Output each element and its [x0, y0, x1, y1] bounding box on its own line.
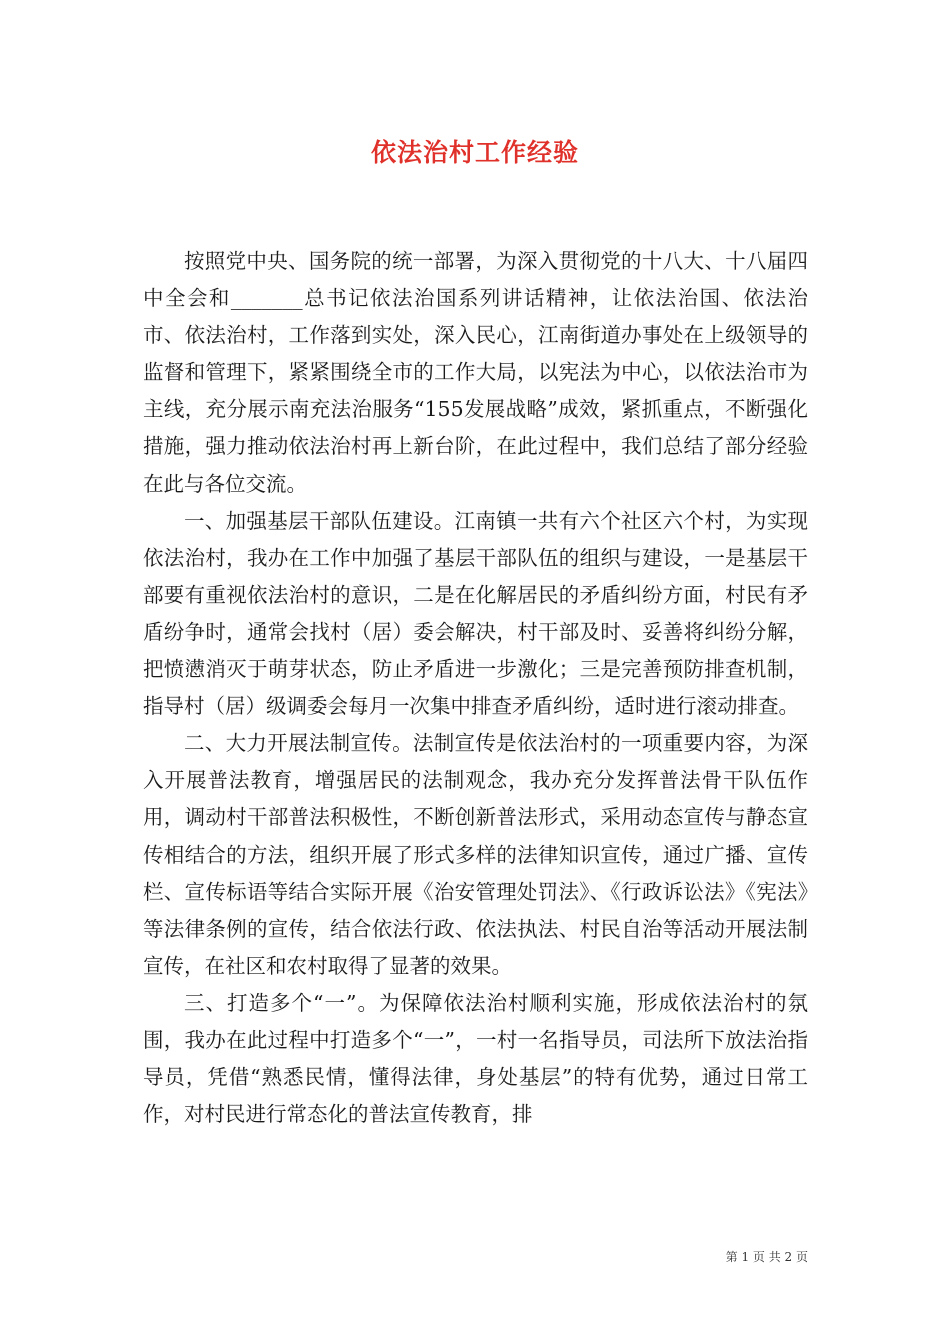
document-title: 依法治村工作经验: [370, 138, 579, 167]
paragraph-section-3: 三、打造多个“一”。为保障依法治村顺利实施，形成依法治村的氛围，我办在此过程中打造多个“一”，一村一名指导员，司法所下放法治指导员，凭借“熟悉民情，懂得法律，身处基层”的特有优势，通过日常工作，对村民进行常态化的普法宣传教育，排: [143, 990, 808, 1127]
paragraph-section-2: 二、大力开展法制宣传。法制宣传是依法治村的一项重要内容，为深入开展普法教育，增强居民的法制观念，我办充分发挥普法骨干队伍作用，调动村干部普法积极性，不断创新普法形式，采用动态宣传与静态宣传相结合的方法，组织开展了形式多样的法律知识宣传，通过广播、宣传栏、宣传标语等结合实际开展《治安管理处罚法》、《行政诉讼法》《宪法》等法律条例的宣传，结合依法行政、依法执法、村民自治等活动开展法制宣传，在社区和农村取得了显著的效果。: [143, 731, 808, 978]
paragraph-section-1: 一、加强基层干部队伍建设。江南镇一共有六个社区六个村，为实现依法治村，我办在工作中加强了基层干部队伍的组织与建设，一是基层干部要有重视依法治村的意识，二是在化解居民的矛盾纠纷方面，村民有矛盾纷争时，通常会找村（居）委会解决，村干部及时、妥善将纠纷分解，把愤懑消灭于萌芽状态，防止矛盾进一步激化；三是完善预防排查机制，指导村（居）级调委会每月一次集中排查矛盾纠纷，适时进行滚动排查。: [143, 508, 808, 719]
paragraph-intro: 按照党中央、国务院的统一部署，为深入贯彻党的十八大、十八届四中全会和_______总书记依法治国系列讲话精神，让依法治国、依法治市、依法治村，工作落到实处，深入民心，江南街道办事处在上级领导的监督和管理下，紧紧围绕全市的工作大局，以宪法为中心，以依法治市为主线，充分展示南充法治服务“155发展战略”成效，紧抓重点，不断强化措施，强力推动依法治村再上新台阶，在此过程中，我们总结了部分经验在此与各位交流。: [143, 249, 808, 496]
document-body: [143, 243, 808, 1133]
page-number: 第 1 页 共 2 页: [725, 1250, 808, 1264]
